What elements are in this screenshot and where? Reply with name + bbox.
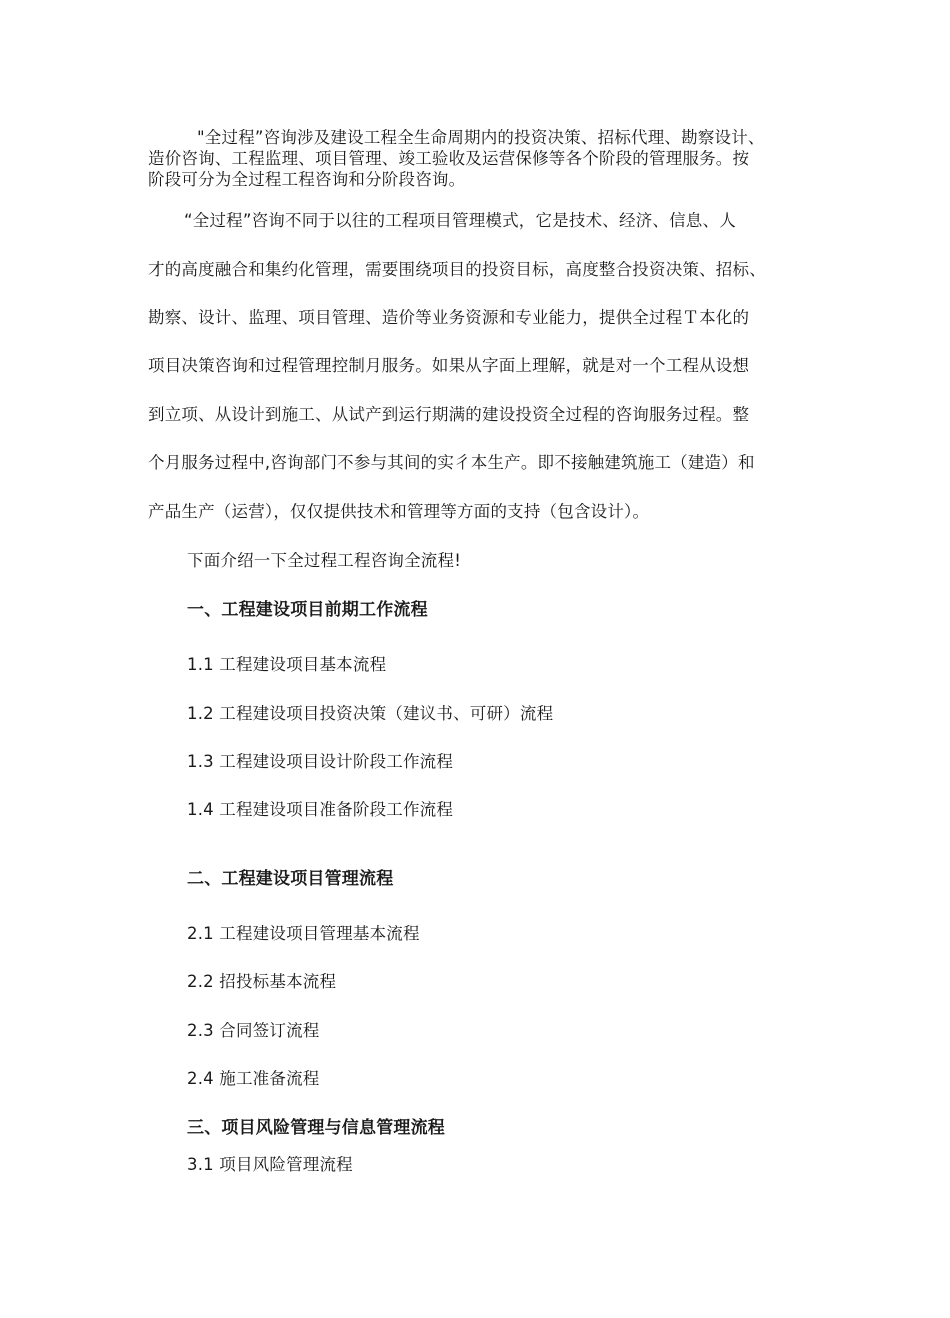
section-1-item-4: 1.4 工程建设项目准备阶段工作流程 — [187, 800, 454, 819]
section-1-item-1: 1.1 工程建设项目基本流程 — [187, 655, 387, 674]
section-heading-2: 二、工程建设项目管理流程 — [187, 869, 394, 889]
section-1-item-2: 1.2 工程建设项目投资决策（建议书、可研）流程 — [187, 704, 554, 723]
para2-line-3: 勘察、设计、监理、项目管理、造价等业务资源和专业能力，提供全过程Ｔ本化的 — [148, 308, 750, 327]
para2-line-1: “全过程”咨询不同于以往的工程项目管理模式，它是技术、经济、信息、人 — [184, 211, 736, 230]
section-3-item-1: 3.1 项目风险管理流程 — [187, 1155, 353, 1174]
section-2-item-3: 2.3 合同签订流程 — [187, 1021, 320, 1040]
section-2-item-2: 2.2 招投标基本流程 — [187, 972, 337, 991]
para2-line-7: 产品生产（运营），仅仅提供技术和管理等方面的支持（包含设计）。 — [148, 502, 650, 521]
para2-line-4: 项目决策咨询和过程管理控制月服务。如果从字面上理解，就是对一个工程从设想 — [148, 356, 750, 375]
section-2-item-4: 2.4 施工准备流程 — [187, 1069, 320, 1088]
section-2-item-1: 2.1 工程建设项目管理基本流程 — [187, 924, 420, 943]
intro-line-2: 造价咨询、工程监理、项目管理、竣工验收及运营保修等各个阶段的管理服务。按 — [148, 149, 750, 168]
intro-line-1: "全过程”咨询涉及建设工程全生命周期内的投资决策、招标代理、勘察设计、 — [197, 128, 765, 147]
intro-line-3: 阶段可分为全过程工程咨询和分阶段咨询。 — [148, 170, 466, 189]
section-heading-1: 一、工程建设项目前期工作流程 — [187, 600, 428, 620]
para2-line-2: 才的高度融合和集约化管理，需要围绕项目的投资目标，高度整合投资决策、招标、 — [148, 260, 766, 279]
section-heading-3: 三、项目风险管理与信息管理流程 — [187, 1118, 445, 1138]
para2-line-5: 到立项、从设计到施工、从试产到运行期满的建设投资全过程的咨询服务过程。整 — [148, 405, 750, 424]
para2-line-6: 个月服务过程中,咨询部门不参与其间的实彳本生产。即不接触建筑施工（建造）和 — [148, 453, 755, 472]
flow-intro: 下面介绍一下全过程工程咨询全流程! — [187, 551, 462, 570]
section-1-item-3: 1.3 工程建设项目设计阶段工作流程 — [187, 752, 454, 771]
